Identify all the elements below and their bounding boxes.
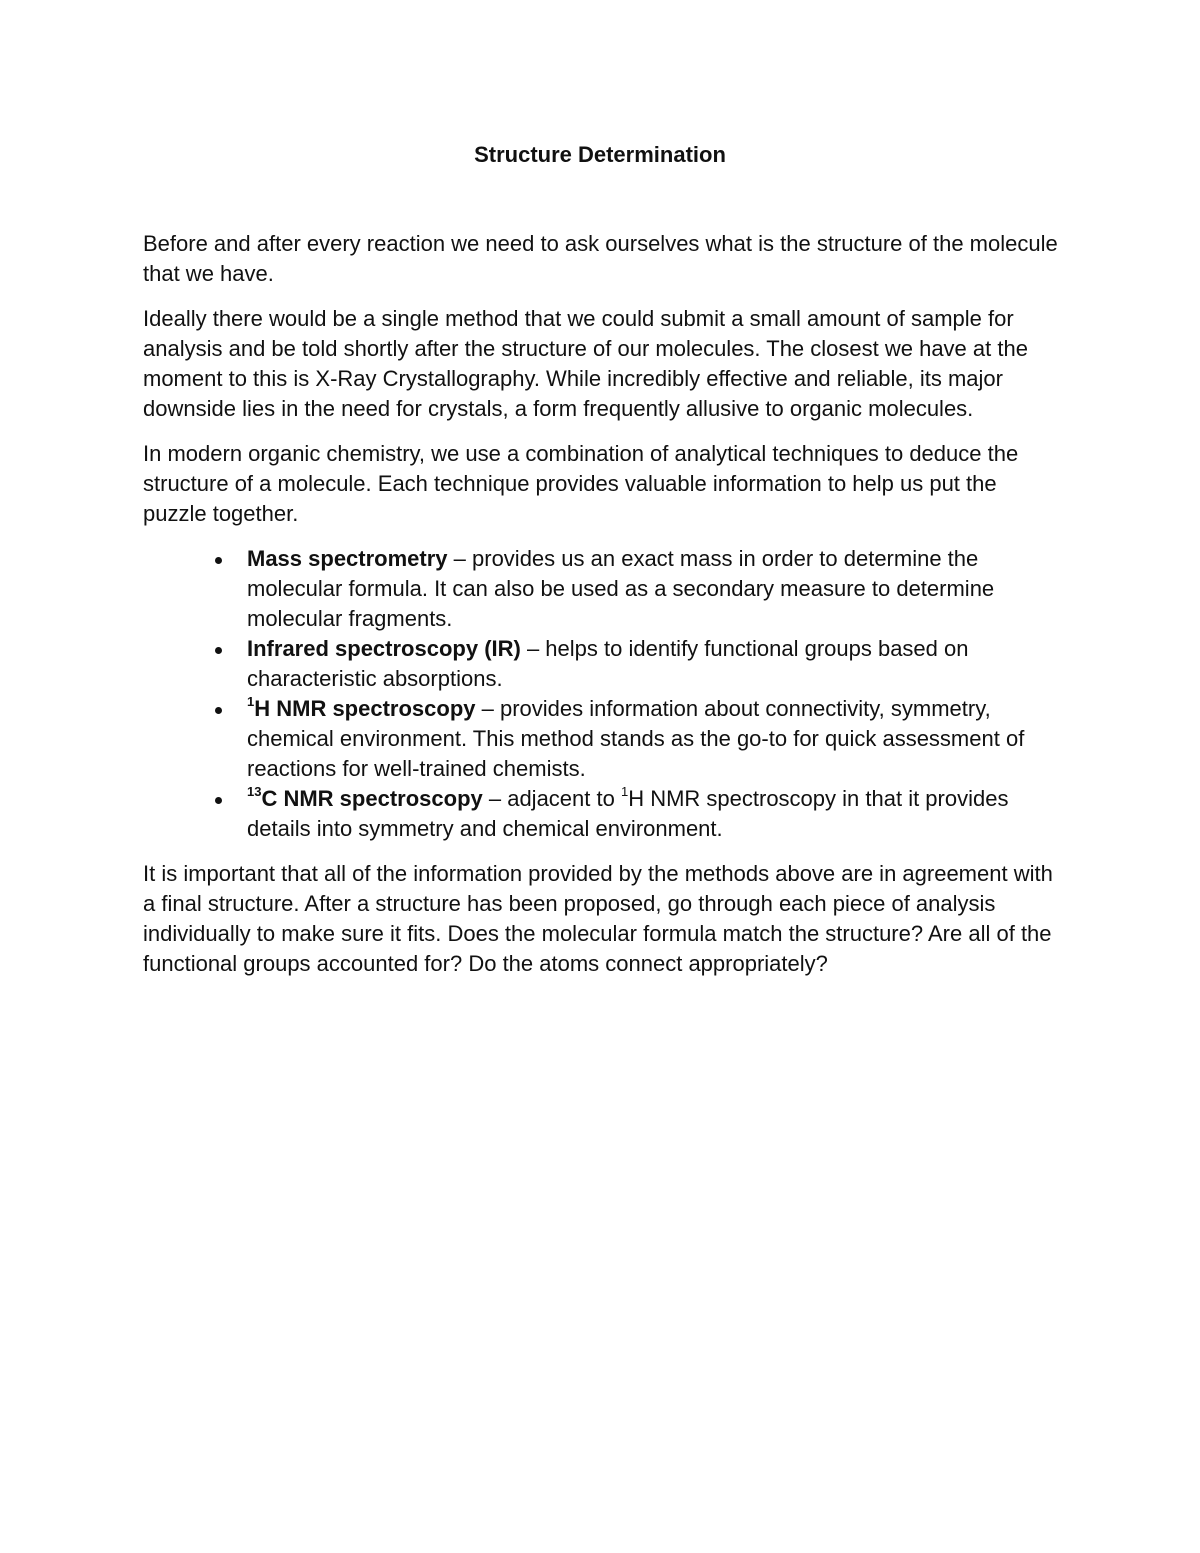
paragraph-intro: Before and after every reaction we need to ask ourselves what is the structure of the molecule that we have. (143, 231, 1058, 286)
technique-description: – adjacent to (482, 786, 621, 811)
bullet-icon (215, 647, 222, 654)
paragraph-xray: Ideally there would be a single method that we could submit a small amount of sample for analysis and be told shortly after the structure of our molecules. The closest we have at the moment to this is X-Ray Crystallography. While incredibly effective and reliable, its major downside lies in the need for crystals, a form frequently allusive to organic molecules. (143, 306, 1028, 421)
bullet-icon (215, 797, 222, 804)
technique-term: Mass spectrometry (247, 546, 448, 571)
list-item-mass-spec (143, 544, 1063, 634)
list-item-c-nmr (143, 784, 1063, 844)
technique-description: – provides us an exact mass in order to determine the molecular formula. It can also be used as a secondary measure to determine molecular fragments. (247, 546, 995, 631)
technique-term: H NMR spectroscopy (254, 696, 476, 721)
technique-description-rest: H NMR spectroscopy in that it provides details into symmetry and chemical environment. (247, 786, 1009, 841)
document-body (143, 229, 1063, 994)
bullet-icon (215, 557, 222, 564)
isotope-superscript: 1 (247, 693, 255, 709)
technique-list (143, 544, 1063, 844)
description-superscript: 1 (620, 783, 629, 799)
page-title: Structure Determination (474, 142, 726, 167)
technique-term: Infrared spectroscopy (IR) (247, 636, 521, 661)
list-item-h-nmr (143, 694, 1063, 784)
bullet-icon (215, 707, 222, 714)
technique-term: C NMR spectroscopy (261, 786, 483, 811)
paragraph-techniques: In modern organic chemistry, we use a combination of analytical techniques to deduce the structure of a molecule. Each technique provides valuable information to help us put the puzzle together. (143, 441, 1019, 526)
isotope-superscript: 13 (247, 783, 262, 799)
technique-description: – helps to identify functional groups based on characteristic absorptions. (247, 636, 969, 691)
list-item-infrared (143, 634, 1063, 694)
paragraph-closing: It is important that all of the information provided by the methods above are in agreement with a final structure. After a structure has been proposed, go through each piece of analysis individually to make sure it fits. Does the molecular formula match the structure? Are all of the functional groups accounted for? Do the atoms connect appropriately? (143, 861, 1053, 976)
technique-description: – provides information about connectivity, symmetry, chemical environment. This method stands as the go-to for quick assessment of reactions for well-trained chemists. (247, 696, 1025, 781)
